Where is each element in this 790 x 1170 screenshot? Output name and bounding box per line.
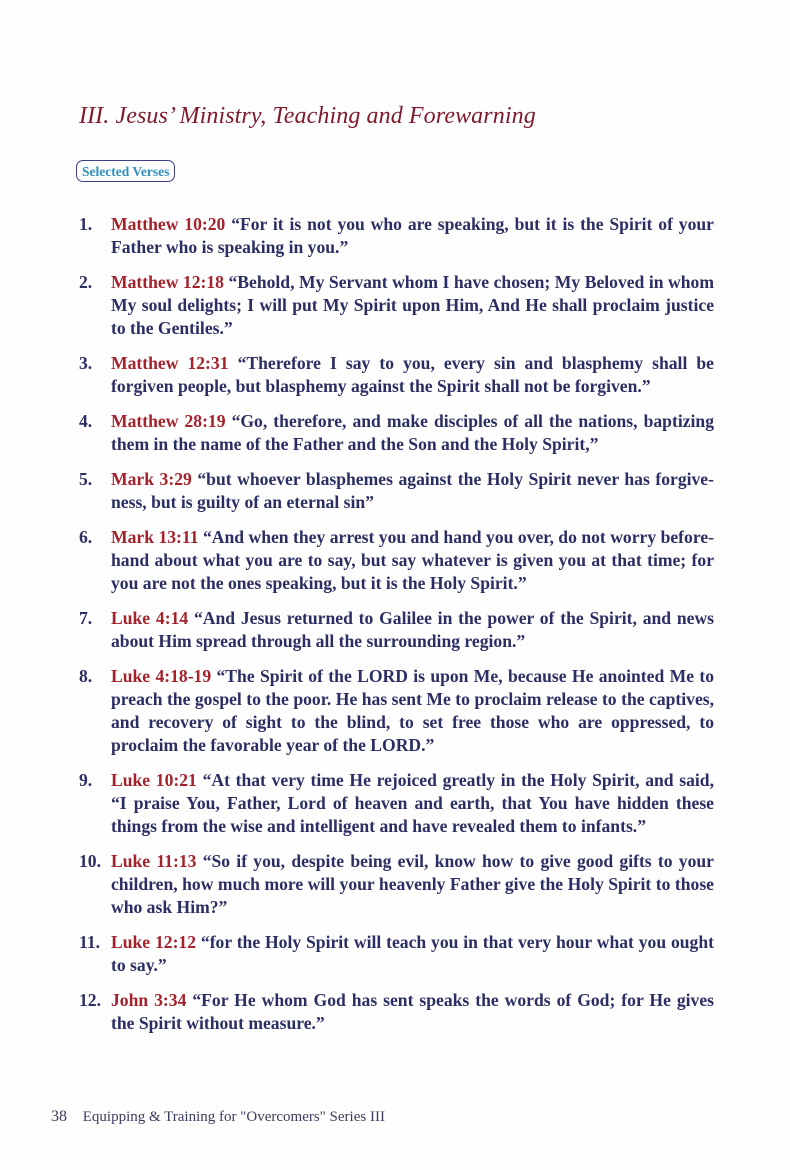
verse-text: “For He whom God has sent speaks the words of God; for He gives the Spirit without measure.”: [111, 990, 714, 1033]
verse-number: 3.: [79, 353, 93, 373]
verse-list: [76, 213, 714, 1047]
verse-text: “And Jesus returned to Galilee in the power of the Spirit, and news about Him spread through all the surrounding region.”: [111, 608, 715, 651]
verse-number: 9.: [79, 770, 93, 790]
verse-number: 1.: [79, 214, 93, 234]
verse-item: [76, 607, 714, 653]
verse-reference: Matthew 10:20: [111, 214, 226, 234]
verse-text: “but whoever blasphemes against the Holy Spirit never has forgive-ness, but is guilty of an eternal sin”: [111, 469, 714, 512]
verse-reference: Luke 10:21: [111, 770, 197, 790]
verse-text: “At that very time He rejoiced greatly in the Holy Spirit, and said, “I praise You, Father, Lord of heaven and earth, that You have hidden these things from the wise and intelligent and have revealed them to infants.”: [111, 770, 714, 836]
verse-item: [76, 769, 714, 838]
verse-number: 12.: [79, 990, 101, 1010]
verse-item: [76, 410, 714, 456]
section-title: III. Jesus’ Ministry, Teaching and Forewarning: [79, 103, 536, 129]
verse-reference: Luke 4:14: [111, 608, 189, 628]
verse-reference: Matthew 12:18: [111, 272, 224, 292]
verse-number: 5.: [79, 469, 93, 489]
verse-text: “Behold, My Servant whom I have chosen; My Beloved in whom My soul delights; I will put My Spirit upon Him, And He shall proclaim justice to the Gentiles.”: [111, 272, 714, 338]
verse-text: “So if you, despite being evil, know how to give good gifts to your children, how much more will your heavenly Father give the Holy Spirit to those who ask Him?”: [111, 851, 714, 917]
verse-item: [76, 665, 714, 757]
verse-reference: Luke 12:12: [111, 932, 197, 952]
verse-reference: Matthew 28:19: [111, 411, 226, 431]
verse-reference: Matthew 12:31: [111, 353, 229, 373]
verse-reference: Mark 13:11: [111, 527, 199, 547]
verse-number: 10.: [79, 851, 101, 871]
verse-reference: John 3:34: [111, 990, 187, 1010]
selected-verses-badge: Selected Verses: [76, 160, 175, 182]
verse-text: “The Spirit of the LORD is upon Me, because He anointed Me to preach the gospel to the poor. He has sent Me to proclaim release to the captives, and recovery of sight to the blind, to set free those who are oppressed, to proclaim the favorable year of the LORD.”: [111, 666, 714, 755]
verse-text: “Therefore I say to you, every sin and blasphemy shall be forgiven people, but blasphemy against the Spirit shall not be forgiven.”: [111, 353, 714, 396]
verse-reference: Luke 4:18-19: [111, 666, 212, 686]
verse-item: [76, 468, 714, 514]
verse-number: 6.: [79, 527, 93, 547]
verse-item: [76, 213, 714, 259]
verse-reference: Luke 11:13: [111, 851, 197, 871]
verse-item: [76, 271, 714, 340]
page-number: 38: [51, 1108, 67, 1125]
verse-item: [76, 526, 714, 595]
verse-number: 2.: [79, 272, 93, 292]
verse-item: [76, 850, 714, 919]
verse-text: “for the Holy Spirit will teach you in that very hour what you ought to say.”: [111, 932, 715, 975]
verse-number: 7.: [79, 608, 93, 628]
verse-text: “Go, therefore, and make disciples of all the nations, baptizing them in the name of the Father and the Son and the Holy Spirit,”: [111, 411, 714, 454]
verse-text: “And when they arrest you and hand you over, do not worry before-hand about what you are to say, but say whatever is given you at that time; for you are not the ones speaking, but it is the Holy Spirit.”: [111, 527, 714, 593]
book-title: Equipping & Training for "Overcomers" Series III: [82, 1109, 385, 1125]
verse-reference: Mark 3:29: [111, 469, 192, 489]
verse-number: 4.: [79, 411, 93, 431]
verse-item: [76, 931, 714, 977]
page-footer: [51, 1108, 385, 1126]
verse-text: “For it is not you who are speaking, but it is the Spirit of your Father who is speaking in you.”: [111, 214, 714, 257]
verse-item: [76, 352, 714, 398]
verse-number: 11.: [79, 932, 101, 952]
verse-item: [76, 989, 714, 1035]
verse-number: 8.: [79, 666, 93, 686]
